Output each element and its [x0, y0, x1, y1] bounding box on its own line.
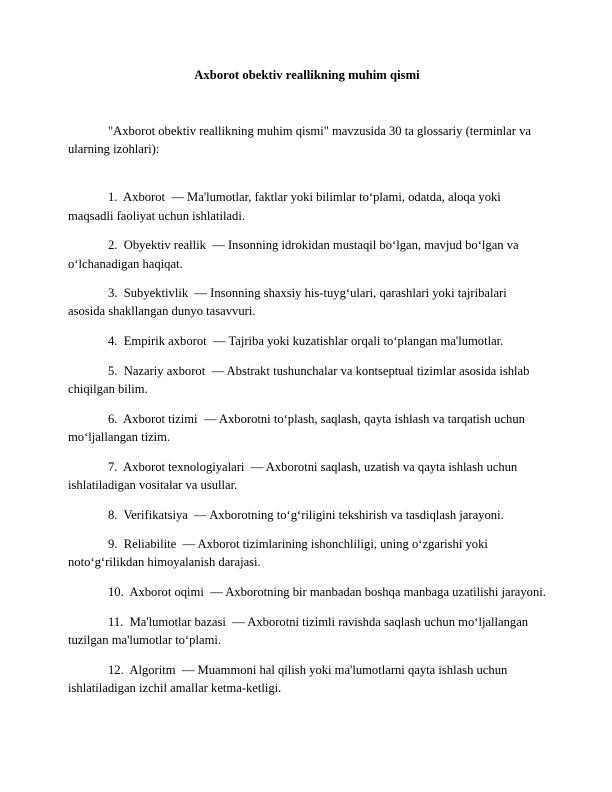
glossary-entry: 9. Reliabilite — Axborot tizimlarining ishonchliligi, uning oʻzgarishi yoki notoʻgʻrilikdan himoyalanish darajasi. [68, 537, 492, 570]
glossary-entry: 12. Algoritm — Muammoni hal qilish yoki ma'lumotlarni qayta ishlash uchun ishlatiladigan izchil amallar ketma-ketligi. [68, 662, 511, 695]
glossary-entry: 10. Axborot oqimi — Axborotning bir manbadan boshqa manbaga uzatilishi jarayoni. [108, 585, 546, 600]
document-body [68, 0, 546, 697]
glossary-entry: 4. Empirik axborot — Tajriba yoki kuzatishlar orqali toʻplangan ma'lumotlar. [108, 334, 504, 349]
glossary-entry: 3. Subyektivlik — Insonning shaxsiy his-tuygʻulari, qarashlari yoki tajribalari asosida shakllangan dunyo tasavvuri. [68, 286, 510, 319]
glossary-entry: 2. Obyektiv reallik — Insonning idrokidan mustaqil boʻlgan, mavjud boʻlgan va oʻlchanadigan haqiqat. [68, 238, 522, 271]
glossary-list [68, 158, 546, 697]
intro-paragraph: "Axborot obektiv reallikning muhim qismi" mavzusida 30 ta glossariy (terminlar va ularning izohlari): [68, 124, 535, 157]
glossary-entry: 8. Verifikatsiya — Axborotning toʻgʻriligini tekshirish va tasdiqlash jarayoni. [108, 507, 504, 522]
glossary-entry: 11. Ma'lumotlar bazasi — Axborotni tizimli ravishda saqlash uchun moʻljallangan tuzilgan ma'lumotlar toʻplami. [68, 614, 532, 648]
glossary-entry: 1. Axborot — Ma'lumotlar, faktlar yoki bilimlar toʻplami, odatda, aloqa yoki maqsadli faoliyat uchun ishlatiladi. [68, 190, 504, 223]
glossary-entry: 6. Axborot tizimi — Axborotni toʻplash, saqlash, qayta ishlash va tarqatish uchun moʻljallangan tizim. [68, 411, 529, 444]
glossary-entry: 5. Nazariy axborot — Abstrakt tushunchalar va kontseptual tizimlar asosida ishlab chiqilgan bilim. [68, 363, 533, 397]
page-title: Axborot obektiv reallikning muhim qismi [194, 68, 420, 82]
glossary-entry: 7. Axborot texnologiyalari — Axborotni saqlash, uzatish va qayta ishlash uchun ishlatiladigan vositalar va usullar. [68, 459, 521, 492]
